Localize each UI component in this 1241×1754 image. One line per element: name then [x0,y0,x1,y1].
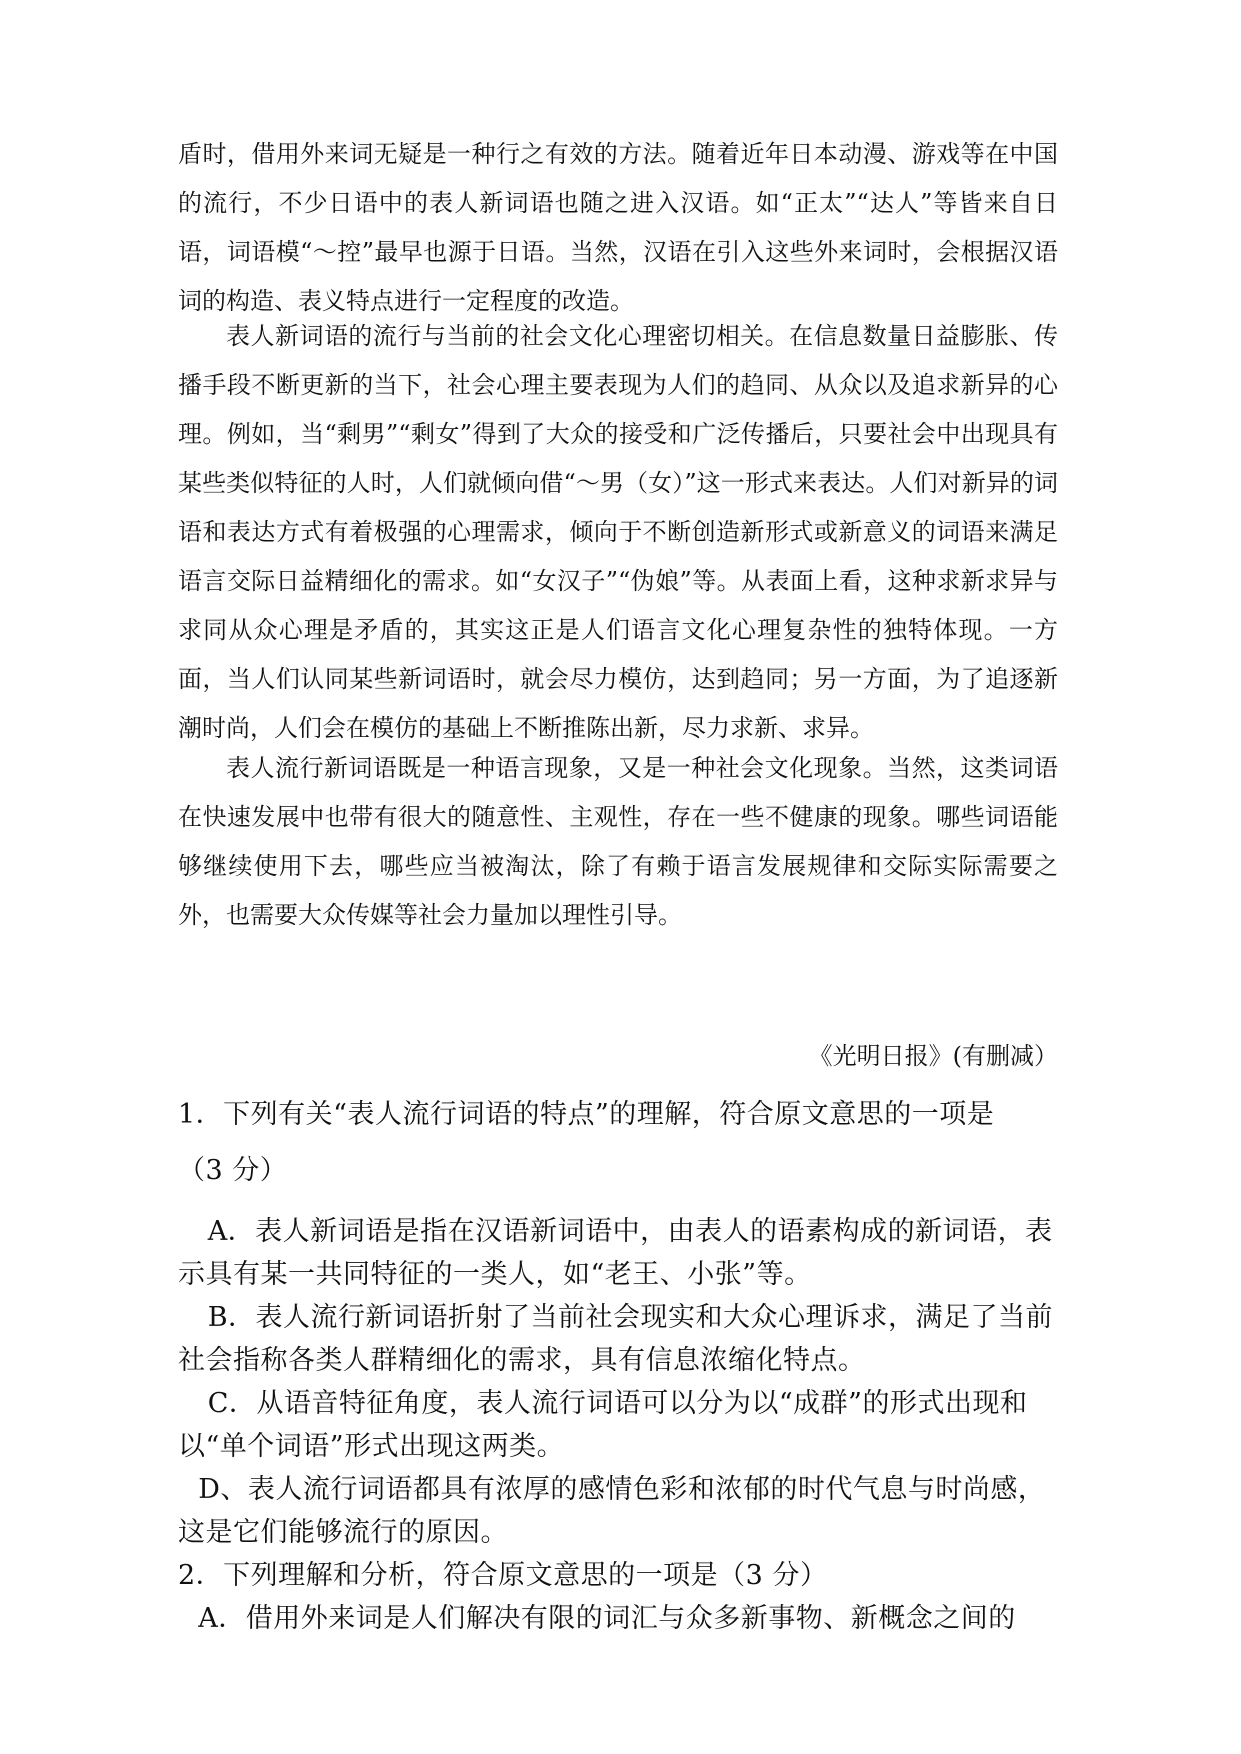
passage-paragraph-1 [178,130,1058,326]
passage-text: 表人流行新词语既是一种语言现象，又是一种社会文化现象。当然，这类词语在快速发展中也带有很大的随意性、主观性，存在一些不健康的现象。哪些词语能够继续使用下去，哪些应当被淘汰，除了有赖于语言发展规律和交际实际需要之外，也需要大众传媒等社会力量加以理性引导。 [178,754,1058,929]
question-1-option-d: D、表人流行词语都具有浓厚的感情色彩和浓郁的时代气息与时尚感，这是它们能够流行的原因。 [178,1474,1046,1548]
passage-paragraph-2 [178,312,1058,753]
question-1-option-b: B．表人流行新词语折射了当前社会现实和大众心理诉求，满足了当前社会指称各类人群精细化的需求，具有信息浓缩化特点。 [178,1302,1054,1376]
question-1-stem: 1．下列有关“表人流行词语的特点”的理解，符合原文意思的一项是 [178,1099,995,1130]
passage-paragraph-3 [178,744,1058,940]
passage-text: 表人新词语的流行与当前的社会文化心理密切相关。在信息数量日益膨胀、传播手段不断更新的当下，社会心理主要表现为人们的趋同、从众以及追求新异的心理。例如，当“剩男”“剩女”得到了大众的接受和广泛传播后，只要社会中出现具有某些类似特征的人时，人们就倾向借“～男（女）”这一形式来表达。人们对新异的词语和表达方式有着极强的心理需求，倾向于不断创造新形式或新意义的词语来满足语言交际日益精细化的需求。如“女汉子”“伪娘”等。从表面上看，这种求新求异与求同从众心理是矛盾的，其实这正是人们语言文化心理复杂性的独特体现。一方面，当人们认同某些新词语时，就会尽力模仿，达到趋同；另一方面，为了追逐新潮时尚，人们会在模仿的基础上不断推陈出新，尽力求新、求异。 [178,322,1058,742]
question-1-score: （3 分） [178,1155,288,1186]
source-citation: 《光明日报》(有删减） [808,1042,1058,1070]
question-2-stem: 2．下列理解和分析，符合原文意思的一项是（3 分） [178,1560,828,1591]
question-1-option-a: A．表人新词语是指在汉语新词语中，由表人的语素构成的新词语，表示具有某一共同特征的一类人，如“老王、小张”等。 [178,1216,1053,1290]
question-2-option-a: A．借用外来词是人们解决有限的词汇与众多新事物、新概念之间的 [198,1603,1016,1634]
question-1-option-c: C．从语音特征角度，表人流行词语可以分为以“成群”的形式出现和以“单个词语”形式出现这两类。 [178,1388,1028,1462]
passage-text: 盾时，借用外来词无疑是一种行之有效的方法。随着近年日本动漫、游戏等在中国的流行，不少日语中的表人新词语也随之进入汉语。如“正太”“达人”等皆来自日语，词语模“～控”最早也源于日语。当然，汉语在引入这些外来词时，会根据汉语词的构造、表义特点进行一定程度的改造。 [178,140,1058,315]
